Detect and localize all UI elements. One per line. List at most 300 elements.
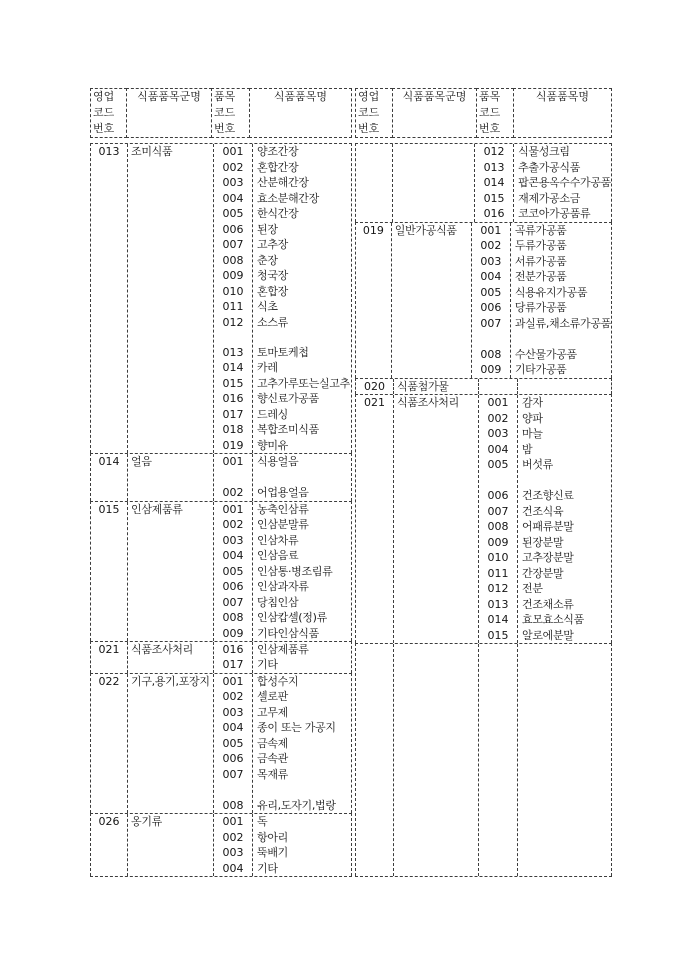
item-code-cell: 009 (222, 626, 244, 640)
item-name-cell: 두류가공품 (514, 239, 567, 252)
item-row (214, 253, 351, 269)
item-row (214, 206, 351, 222)
business-code-cell: 015 (91, 502, 128, 641)
table-body-left (90, 143, 352, 877)
table-section (355, 378, 612, 395)
item-row (472, 254, 611, 270)
item-code-cell: 015 (222, 376, 244, 390)
item-row (472, 269, 611, 285)
item-name-cell: 수산물가공품 (514, 347, 577, 361)
item-row (214, 564, 351, 580)
item-name-cell: 금속관 (257, 752, 288, 766)
item-code-cell: 016 (222, 642, 244, 656)
header-line: 코드 (358, 106, 380, 119)
table-section (90, 673, 352, 813)
item-row (479, 581, 611, 597)
item-row (214, 798, 351, 814)
item-code-cell: 018 (222, 423, 244, 437)
item-name-cell: 알로에분말 (522, 628, 574, 642)
header-business-code (90, 88, 127, 138)
item-row (214, 861, 351, 877)
item-code-cell: 007 (222, 238, 244, 251)
item-row (214, 782, 351, 797)
item-name-cell: 고무제 (257, 705, 288, 719)
item-name-cell: 목재류 (257, 767, 288, 781)
item-name-cell: 인삼제품류 (257, 642, 309, 656)
item-code-cell: 006 (222, 580, 244, 594)
item-name-cell: 서류가공품 (514, 254, 567, 268)
item-code-cell: 004 (222, 549, 244, 563)
item-code-cell: 002 (222, 690, 244, 704)
item-code-cell: 007 (487, 504, 509, 518)
item-code-cell: 019 (222, 438, 244, 452)
header-line: 코드 (214, 106, 236, 119)
item-name-cell: 재제가공소금 (518, 191, 581, 205)
table-section (90, 143, 352, 453)
item-name-cell: 인삼분말류 (257, 518, 309, 532)
item-row (214, 720, 351, 736)
item-row (214, 736, 351, 752)
item-row (214, 533, 351, 549)
item-code-cell: 001 (480, 223, 502, 237)
item-row (479, 473, 611, 489)
table-section (90, 813, 352, 876)
item-row (214, 422, 351, 438)
group-name-cell: 식품조사처리 (128, 642, 214, 673)
item-name-cell: 버섯류 (522, 458, 553, 471)
item-row (214, 315, 351, 331)
item-name-cell: 곡류가공품 (514, 223, 567, 237)
item-name-cell: 건조향신료 (522, 489, 574, 502)
table-body-right (355, 143, 612, 877)
business-code-cell (356, 644, 394, 876)
business-code-cell: 019 (356, 223, 392, 378)
item-code-cell: 014 (483, 176, 505, 189)
item-code-cell: 001 (222, 455, 244, 469)
item-name-cell: 감자 (522, 396, 543, 409)
group-name-cell: 일반가공식품 (392, 223, 472, 378)
table-header-left (90, 88, 352, 138)
item-code-cell: 005 (222, 564, 244, 578)
item-code-cell: 005 (487, 458, 509, 471)
item-code-cell: 010 (487, 551, 509, 564)
item-row (479, 612, 611, 628)
table-section (90, 453, 352, 500)
item-name-cell (517, 473, 611, 489)
item-row (214, 689, 351, 705)
header-line: 영업 (358, 90, 380, 103)
table-section (90, 641, 352, 673)
header-line: 번호 (479, 122, 501, 135)
item-code-cell (472, 331, 510, 347)
item-name-cell: 금속제 (257, 736, 288, 750)
item-list (214, 814, 351, 876)
header-line: 품목 (479, 90, 501, 103)
item-row (214, 454, 351, 470)
item-code-cell: 008 (222, 798, 244, 812)
item-row (214, 360, 351, 376)
item-row (479, 535, 611, 551)
item-name-cell: 기타 (257, 658, 278, 672)
item-name-cell: 셀로판 (257, 690, 288, 704)
item-name-cell: 인삼캅셀(정)류 (257, 611, 327, 625)
item-row (214, 191, 351, 207)
item-row (479, 395, 611, 411)
item-name-cell: 양조간장 (257, 145, 299, 158)
code-table-left (90, 88, 352, 877)
item-list (479, 379, 611, 395)
item-name-cell: 식초 (257, 300, 278, 313)
item-name-cell: 식용유지가공품 (514, 285, 588, 299)
item-code-cell: 001 (222, 502, 244, 516)
item-code-cell: 013 (222, 345, 244, 359)
item-name-cell: 건조식육 (522, 504, 564, 518)
item-row (472, 223, 611, 239)
item-code-cell (214, 470, 252, 485)
header-line: 코드 (479, 106, 501, 119)
table-header-right (355, 88, 612, 138)
item-code-cell: 004 (480, 270, 502, 283)
table-section (355, 643, 612, 876)
item-name-cell: 인삼차류 (257, 533, 299, 547)
item-row (472, 316, 611, 332)
item-row (472, 238, 611, 254)
item-row (479, 504, 611, 520)
item-name-cell: 혼합장 (257, 284, 288, 298)
item-name-cell: 한식간장 (257, 207, 299, 220)
business-code-cell: 022 (91, 674, 128, 813)
item-name-cell: 고추장 (257, 238, 288, 251)
item-list (479, 644, 611, 876)
item-row (214, 299, 351, 315)
item-code-cell: 012 (222, 315, 244, 329)
item-name-cell: 된장 (257, 222, 278, 236)
item-list (214, 642, 351, 673)
item-name-cell: 복합조미식품 (257, 423, 319, 437)
business-code-cell (356, 144, 393, 222)
item-name-cell: 산분해간장 (257, 176, 309, 189)
item-row (472, 362, 611, 378)
item-list (475, 144, 611, 222)
item-code-cell: 002 (222, 486, 244, 500)
item-row (479, 411, 611, 427)
business-code-cell: 014 (91, 454, 128, 500)
item-row (214, 642, 351, 658)
item-code-cell: 012 (487, 582, 509, 595)
code-tables (90, 88, 612, 877)
item-code-cell: 006 (222, 752, 244, 766)
item-name-cell: 어업용얼음 (257, 486, 309, 500)
item-name-cell: 청국장 (257, 269, 288, 282)
item-code-cell (214, 330, 252, 345)
item-row (479, 566, 611, 582)
item-name-cell: 드레싱 (257, 407, 288, 421)
item-row (479, 550, 611, 566)
item-name-cell: 전분 (522, 582, 543, 595)
item-code-cell: 016 (483, 207, 505, 220)
item-code-cell: 004 (222, 861, 244, 875)
item-code-cell: 003 (480, 254, 502, 268)
item-row (475, 144, 611, 160)
item-name-cell: 고추장분말 (522, 551, 574, 564)
code-table-right (355, 88, 612, 877)
item-row (214, 502, 351, 518)
group-name-cell: 조미식품 (128, 144, 214, 453)
item-name-cell: 어패류분말 (522, 520, 574, 533)
item-code-cell: 007 (222, 595, 244, 609)
item-row (214, 175, 351, 191)
item-code-cell: 013 (487, 597, 509, 611)
item-row (475, 160, 611, 176)
item-name-cell: 카레 (257, 361, 278, 375)
table-section (355, 143, 612, 222)
item-name-cell: 간장분말 (522, 566, 564, 580)
item-code-cell: 006 (487, 489, 509, 502)
group-name-cell: 식품첨가물 (394, 379, 479, 395)
table-section (90, 501, 352, 641)
table-section (355, 394, 612, 643)
item-name-cell: 기타인삼식품 (257, 626, 319, 640)
item-name-cell: 식물성크림 (518, 145, 570, 158)
item-code-cell: 015 (487, 628, 509, 642)
group-name-cell: 얼음 (128, 454, 214, 500)
item-code-cell: 003 (222, 846, 244, 860)
item-code-cell: 010 (222, 284, 244, 298)
item-code-cell: 001 (222, 674, 244, 688)
item-row (479, 442, 611, 458)
item-row (214, 626, 351, 642)
item-name-cell: 합성수지 (257, 674, 299, 688)
item-row (214, 237, 351, 253)
item-code-cell: 006 (222, 222, 244, 236)
business-code-cell: 026 (91, 814, 128, 876)
item-row (214, 268, 351, 284)
item-code-cell: 002 (487, 411, 509, 425)
item-name-cell: 인삼음료 (257, 549, 299, 563)
group-name-cell: 옹기류 (128, 814, 214, 876)
item-name-cell: 기타가공품 (514, 363, 567, 376)
item-name-cell: 코코아가공품류 (518, 207, 591, 220)
item-code-cell: 004 (222, 191, 244, 205)
item-name-cell: 인삼통·병조림류 (257, 564, 333, 578)
item-name-cell: 춘장 (257, 253, 278, 267)
item-list (472, 223, 611, 378)
item-code-cell: 002 (222, 518, 244, 532)
item-code-cell: 012 (483, 145, 505, 158)
item-row (214, 330, 351, 345)
table-section (355, 222, 612, 378)
item-row (214, 767, 351, 783)
header-item-name: 식품품목명 (513, 88, 612, 138)
item-list (214, 502, 351, 641)
item-row (475, 191, 611, 207)
item-row (214, 548, 351, 564)
item-name-cell: 독 (257, 815, 268, 829)
item-name-cell: 효소분해간장 (257, 191, 319, 205)
item-code-cell: 011 (487, 566, 509, 580)
item-code-cell: 005 (222, 207, 244, 220)
item-name-cell: 효모효소식품 (522, 613, 584, 626)
item-name-cell: 기타 (257, 861, 278, 875)
item-code-cell (214, 782, 252, 797)
item-name-cell: 양파 (522, 411, 543, 425)
item-name-cell: 전분가공품 (514, 270, 567, 283)
business-code-cell: 021 (356, 395, 394, 643)
item-row (479, 519, 611, 535)
item-name-cell: 향미유 (257, 438, 288, 452)
item-row (479, 597, 611, 613)
item-name-cell: 향신료가공품 (257, 392, 319, 406)
item-row (214, 845, 351, 861)
item-row (214, 657, 351, 673)
item-code-cell: 009 (222, 269, 244, 282)
item-code-cell: 008 (480, 347, 502, 361)
item-code-cell: 014 (487, 613, 509, 626)
item-row (479, 426, 611, 442)
item-name-cell: 팝콘용옥수수가공품 (518, 176, 611, 189)
item-list (214, 454, 351, 500)
business-code-cell: 020 (356, 379, 394, 395)
item-name-cell: 건조채소류 (522, 597, 574, 611)
item-code-cell: 016 (222, 392, 244, 406)
item-code-cell: 007 (222, 767, 244, 781)
header-line: 영업 (93, 90, 115, 103)
header-business-code (355, 88, 393, 138)
item-name-cell: 농축인삼류 (257, 502, 309, 516)
item-name-cell: 유리,도자기,법랑 (257, 798, 336, 812)
item-row (214, 485, 351, 501)
item-code-cell: 015 (483, 191, 505, 205)
header-line: 번호 (358, 122, 380, 135)
header-item-name: 식품품목명 (249, 88, 352, 138)
item-code-cell: 001 (487, 396, 509, 409)
group-name-cell: 기구,용기,포장지 (128, 674, 214, 813)
item-row (214, 345, 351, 361)
item-code-cell: 009 (480, 363, 502, 376)
item-row (214, 222, 351, 238)
item-name-cell: 뚝배기 (257, 846, 288, 860)
item-name-cell: 소스류 (257, 315, 288, 329)
group-name-cell (394, 644, 479, 876)
item-row (214, 705, 351, 721)
item-row (214, 595, 351, 611)
item-code-cell: 014 (222, 361, 244, 375)
item-code-cell: 003 (487, 427, 509, 440)
item-code-cell: 007 (480, 316, 502, 330)
item-code-cell: 017 (222, 407, 244, 421)
item-list (479, 395, 611, 643)
item-code-cell: 008 (222, 253, 244, 267)
item-list (214, 674, 351, 813)
item-row (214, 674, 351, 690)
item-row (214, 438, 351, 454)
item-row (214, 579, 351, 595)
item-list (214, 144, 351, 453)
group-name-cell: 인삼제품류 (128, 502, 214, 641)
item-row (214, 470, 351, 485)
item-name-cell: 당류가공품 (514, 301, 567, 314)
item-code-cell: 005 (222, 736, 244, 750)
item-code-cell: 002 (222, 160, 244, 174)
item-row (479, 488, 611, 504)
item-name-cell: 된장분말 (522, 535, 564, 549)
item-name-cell: 식용얼음 (257, 455, 299, 469)
header-line: 번호 (93, 122, 115, 135)
item-row (214, 517, 351, 533)
item-row (479, 457, 611, 473)
group-name-cell: 식품조사처리 (394, 395, 479, 643)
item-row (214, 407, 351, 423)
header-group-name: 식품품목군명 (392, 88, 477, 138)
item-name-cell: 밤 (522, 442, 533, 456)
item-row (479, 628, 611, 644)
item-row (475, 206, 611, 222)
item-code-cell: 013 (483, 160, 505, 174)
item-row (475, 175, 611, 191)
header-item-code (476, 88, 514, 138)
item-row (472, 285, 611, 301)
header-line: 번호 (214, 122, 236, 135)
header-line: 품목 (214, 90, 236, 103)
item-name-cell (510, 331, 611, 347)
item-code-cell: 001 (222, 815, 244, 829)
item-name-cell: 당침인삼 (257, 595, 299, 609)
item-code-cell: 008 (222, 611, 244, 625)
item-code-cell: 006 (480, 301, 502, 314)
item-code-cell: 008 (487, 520, 509, 533)
item-name-cell: 고추가루또는실고추 (257, 376, 350, 390)
item-code-cell: 003 (222, 176, 244, 189)
item-code-cell: 004 (222, 721, 244, 735)
item-name-cell: 토마토케첩 (257, 345, 309, 359)
item-row (214, 284, 351, 300)
group-name-cell (393, 144, 475, 222)
item-code-cell: 003 (222, 533, 244, 547)
item-name-cell: 마늘 (522, 427, 543, 440)
item-row (214, 391, 351, 407)
item-code-cell: 017 (222, 658, 244, 672)
item-name-cell: 항아리 (257, 830, 288, 844)
item-row (214, 830, 351, 846)
item-code-cell: 002 (480, 239, 502, 252)
item-code-cell: 009 (487, 535, 509, 549)
item-code-cell: 001 (222, 145, 244, 158)
item-code-cell: 003 (222, 705, 244, 719)
item-name-cell: 종이 또는 가공지 (257, 721, 336, 735)
item-row (214, 144, 351, 160)
business-code-cell: 021 (91, 642, 128, 673)
header-item-code (211, 88, 250, 138)
header-line: 코드 (93, 106, 115, 119)
business-code-cell: 013 (91, 144, 128, 453)
item-row (472, 331, 611, 347)
item-code-cell: 005 (480, 285, 502, 299)
item-name-cell (252, 330, 351, 345)
item-row (472, 347, 611, 363)
item-code-cell (479, 473, 517, 489)
item-code-cell: 004 (487, 442, 509, 456)
item-row (214, 160, 351, 176)
item-code-cell: 011 (222, 300, 244, 313)
item-name-cell: 인삼과자류 (257, 580, 309, 594)
header-group-name: 식품품목군명 (126, 88, 212, 138)
item-row (214, 751, 351, 767)
item-name-cell: 추출가공식품 (518, 160, 581, 174)
item-row (214, 376, 351, 392)
item-name-cell: 혼합간장 (257, 160, 299, 174)
item-name-cell (252, 470, 351, 485)
item-row (214, 814, 351, 830)
